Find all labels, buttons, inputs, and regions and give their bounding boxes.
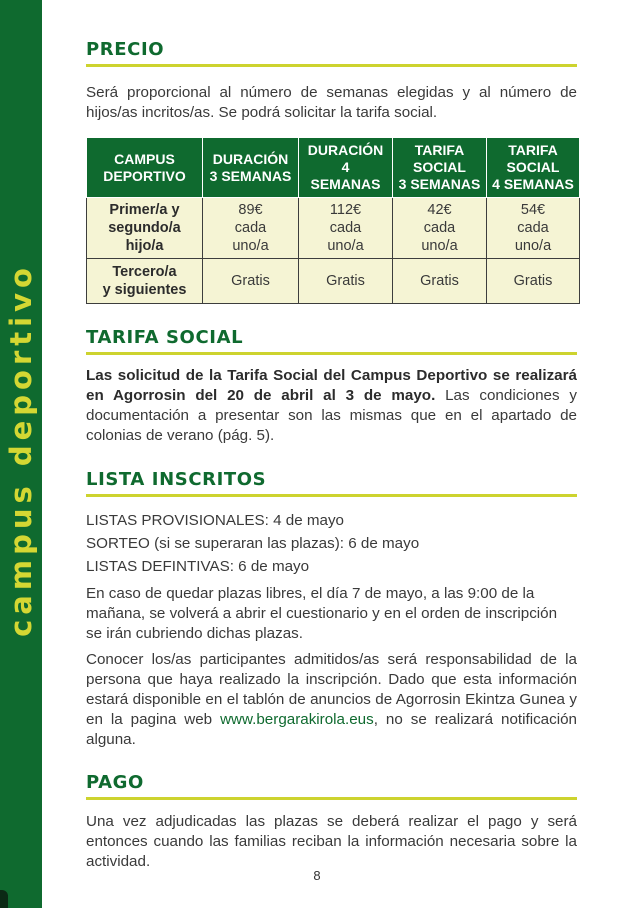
precio-intro: Será proporcional al número de semanas elegidas y al número de hijos/as incritos/as. Se podrá solicitar la tarifa social. [86,84,577,121]
web-link[interactable]: www.bergarakirola.eus [220,711,374,728]
corner-mark [0,890,8,908]
price-table-header-row [87,138,580,198]
pago-text: Una vez adjudicadas las plazas se deberá realizar el pago y será entonces cuando las familias reciban la información necesaria sobre la actividad. [86,813,577,870]
table-row [87,259,580,304]
precio-title: PRECIO [86,38,577,67]
price-cell: Gratis [487,259,580,304]
sorteo-date: SORTEO (si se superaran las plazas): 6 de mayo [86,535,420,552]
plazas-libres-paragraph: En caso de quedar plazas libres, el día 7 de mayo, a las 9:00 de la mañana, se volverá a abrir el cuestionario y en el orden de inscripción se irán cubriendo dichas plazas. [86,585,558,642]
header-campus-deportivo: CAMPUS DEPORTIVO [87,138,203,198]
tarifa-social-text [86,366,577,446]
notificacion-paragraph: Conocer los/as participantes admitidos/as será responsabilidad de la persona que haya realizado la inscripción. Dado que esta información estará disponible en el tablón de anuncios de Agorrosin Ekintza Gunea y en la pagina web www.bergarakirola.eus, no se realizará notificación alguna. [86,651,577,748]
price-cell: 89€ cada uno/a [203,198,299,259]
listas-provisionales: LISTAS PROVISIONALES: 4 de mayo [86,512,345,529]
price-cell: Gratis [299,259,393,304]
row-label-tercero: Tercero/a y siguientes [87,259,203,304]
table-row [87,198,580,259]
lista-inscritos-title: LISTA INSCRITOS [86,468,577,497]
row-label-primer-segundo: Primer/a y segundo/a hijo/a [87,198,203,259]
price-cell: 42€ cada uno/a [393,198,487,259]
header-duracion-4: DURACIÓN 4 SEMANAS [299,138,393,198]
page-content [86,38,577,872]
header-duracion-3: DURACIÓN 3 SEMANAS [203,138,299,198]
tarifa-social-regular-text: Las condiciones y documentación a presentar son las mismas que en el apartado de colonias de verano (pág. 5). [86,387,577,444]
price-cell: 54€ cada uno/a [487,198,580,259]
price-cell: 112€ cada uno/a [299,198,393,259]
sidebar-label: campus deportivo [4,263,38,637]
price-table [86,137,580,304]
page-number: 8 [313,868,321,883]
header-tarifa-social-3: TARIFA SOCIAL 3 SEMANAS [393,138,487,198]
header-tarifa-social-4: TARIFA SOCIAL 4 SEMANAS [487,138,580,198]
tarifa-social-bold-text: Las solicitud de la Tarifa Social del Campus Deportivo se realizará en Agorrosin del 20 de abril al 3 de mayo. [86,367,577,404]
price-cell: Gratis [203,259,299,304]
pago-title: PAGO [86,771,577,800]
sidebar-band [0,0,42,908]
tarifa-social-title: TARIFA SOCIAL [86,326,577,355]
price-cell: Gratis [393,259,487,304]
listas-definitivas: LISTAS DEFINTIVAS: 6 de mayo [86,558,310,575]
